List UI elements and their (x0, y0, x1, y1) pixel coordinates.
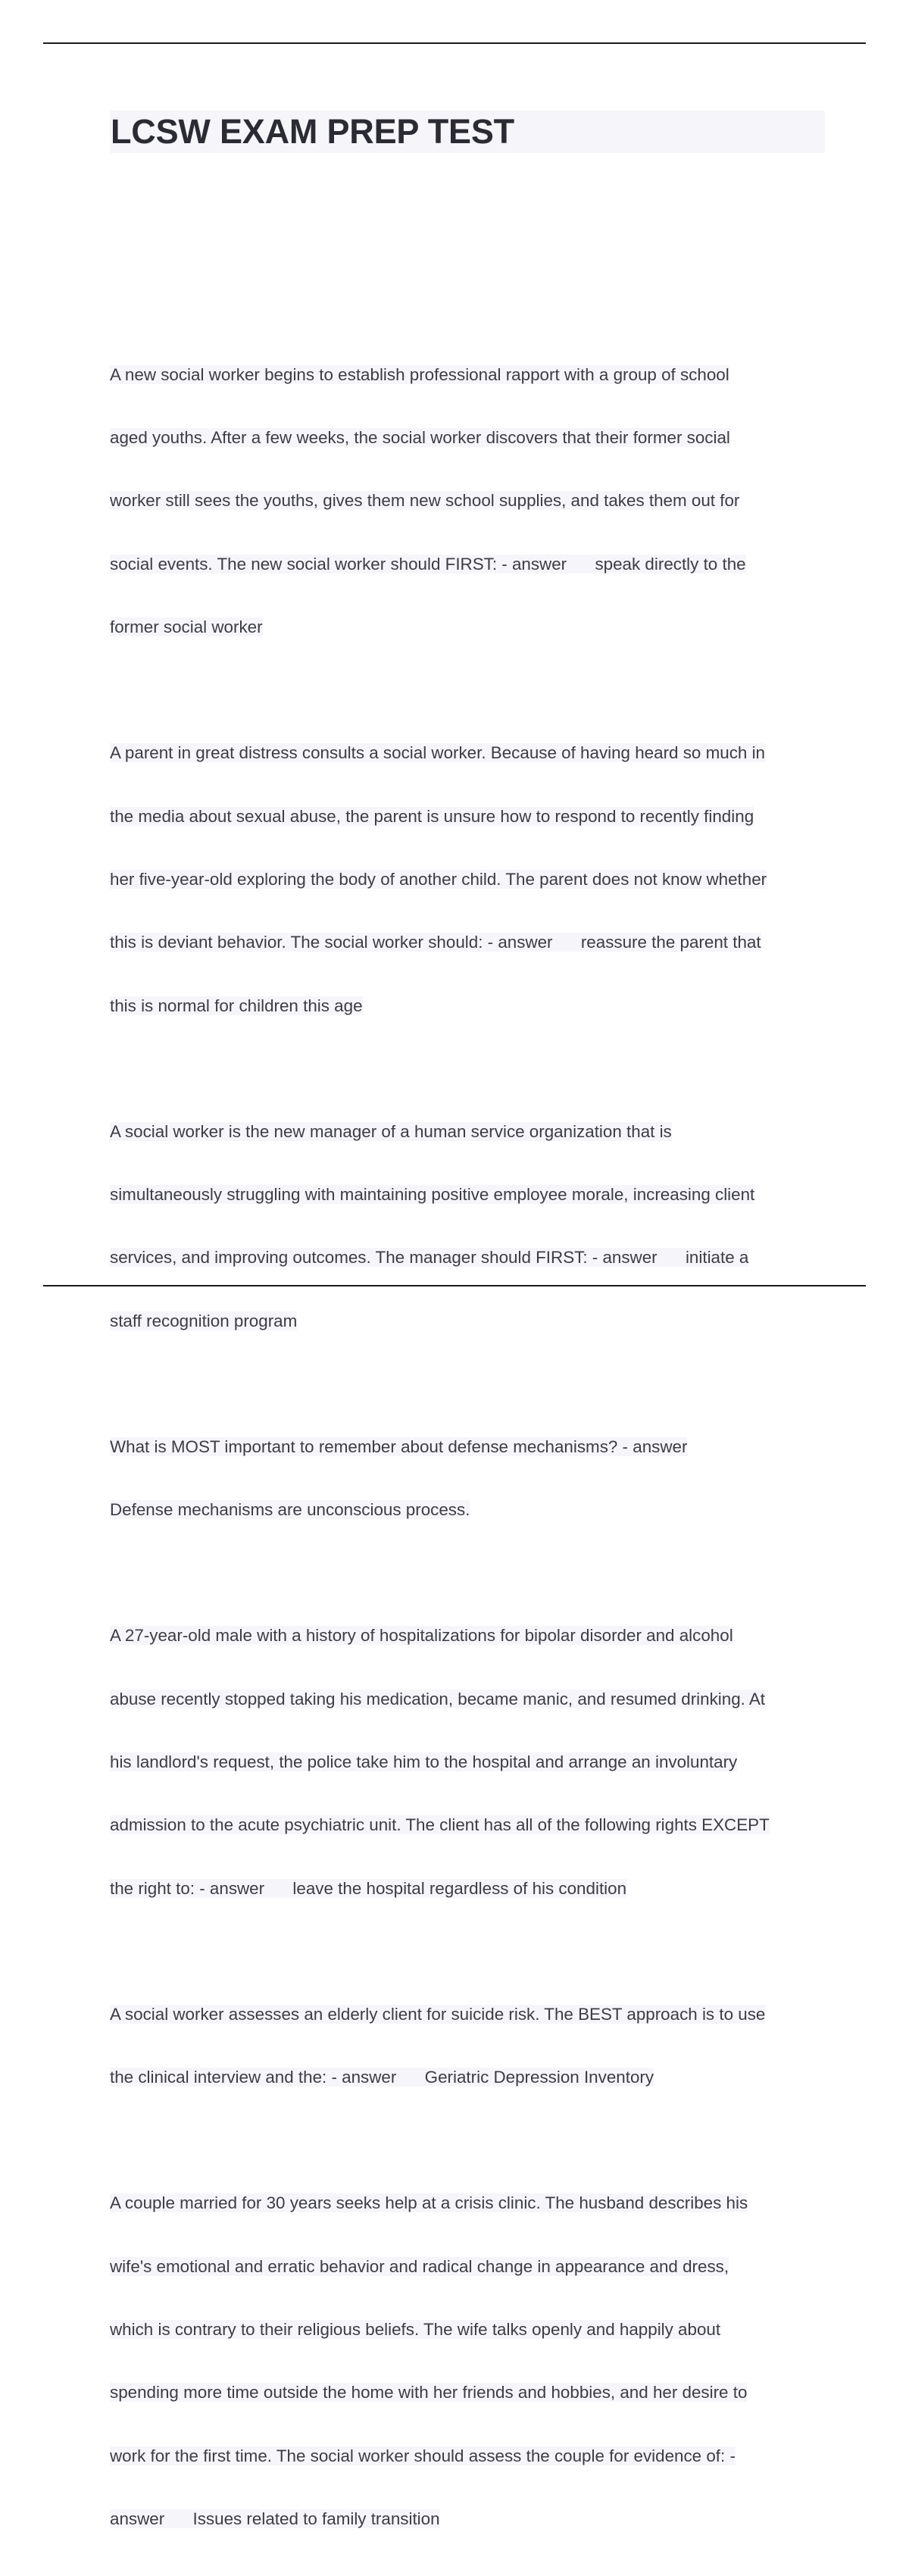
qa-list (110, 322, 829, 2576)
qa-line: A new social worker begins to establish professional rapport with a group of school (110, 364, 729, 384)
qa-line: work for the first time. The social worker should assess the couple for evidence of: - (110, 2446, 736, 2465)
qa-item-3 (110, 1079, 829, 1374)
qa-line: this is deviant behavior. The social worker should: - answer reassure the parent that (110, 933, 761, 952)
qa-item-6 (110, 1962, 829, 2130)
qa-item-7 (110, 2151, 829, 2572)
qa-line: social events. The new social worker should FIRST: - answer speak directly to the (110, 554, 746, 574)
qa-item-2 (110, 701, 829, 1059)
qa-line: abuse recently stopped taking his medication, became manic, and resumed drinking. At (110, 1689, 766, 1708)
qa-line: worker still sees the youths, gives them new school supplies, and takes them out for (110, 491, 740, 511)
qa-line: this is normal for children this age (110, 996, 363, 1015)
qa-line: the right to: - answer leave the hospital regardless of his condition (110, 1878, 627, 1898)
qa-line: admission to the acute psychiatric unit. The client has all of the following rights EXCEPT (110, 1815, 770, 1835)
qa-line: which is contrary to their religious beliefs. The wife talks openly and happily about (110, 2319, 721, 2339)
qa-line: A parent in great distress consults a social worker. Because of having heard so much in (110, 743, 765, 763)
qa-line: answer Issues related to family transition (110, 2509, 440, 2529)
qa-line: What is MOST important to remember about defense mechanisms? - answer (110, 1436, 688, 1456)
qa-item-1 (110, 322, 829, 680)
qa-line: A 27-year-old male with a history of hospitalizations for bipolar disorder and alcohol (110, 1626, 733, 1646)
qa-line: his landlord's request, the police take him to the hospital and arrange an involuntary (110, 1752, 738, 1771)
qa-line: the media about sexual abuse, the parent is unsure how to respond to recently finding (110, 806, 754, 826)
bottom-rule (43, 1285, 866, 1286)
qa-line: A couple married for 30 years seeks help at a crisis clinic. The husband describes his (110, 2193, 748, 2213)
qa-line: spending more time outside the home with her friends and hobbies, and her desire to (110, 2383, 748, 2402)
qa-line: Defense mechanisms are unconscious process. (110, 1500, 470, 1520)
qa-line: wife's emotional and erratic behavior and radical change in appearance and dress, (110, 2256, 729, 2276)
qa-line: staff recognition program (110, 1311, 298, 1330)
qa-line: services, and improving outcomes. The manager should FIRST: - answer initiate a (110, 1248, 749, 1268)
qa-item-4 (110, 1394, 829, 1562)
qa-line: aged youths. After a few weeks, the social worker discovers that their former social (110, 427, 730, 447)
document-title: LCSW EXAM PREP TEST (111, 112, 514, 151)
qa-line: A social worker assesses an elderly client for suicide risk. The BEST approach is to use (110, 2004, 766, 2024)
title-block (110, 111, 825, 153)
qa-line: A social worker is the new manager of a human service organization that is (110, 1121, 672, 1141)
qa-line: simultaneously struggling with maintaining positive employee morale, increasing client (110, 1185, 755, 1205)
qa-item-5 (110, 1583, 829, 1942)
qa-line: her five-year-old exploring the body of another child. The parent does not know whether (110, 869, 767, 889)
qa-line: the clinical interview and the: - answer Geriatric Depression Inventory (110, 2068, 654, 2087)
qa-line: former social worker (110, 617, 263, 637)
top-rule (43, 42, 866, 44)
